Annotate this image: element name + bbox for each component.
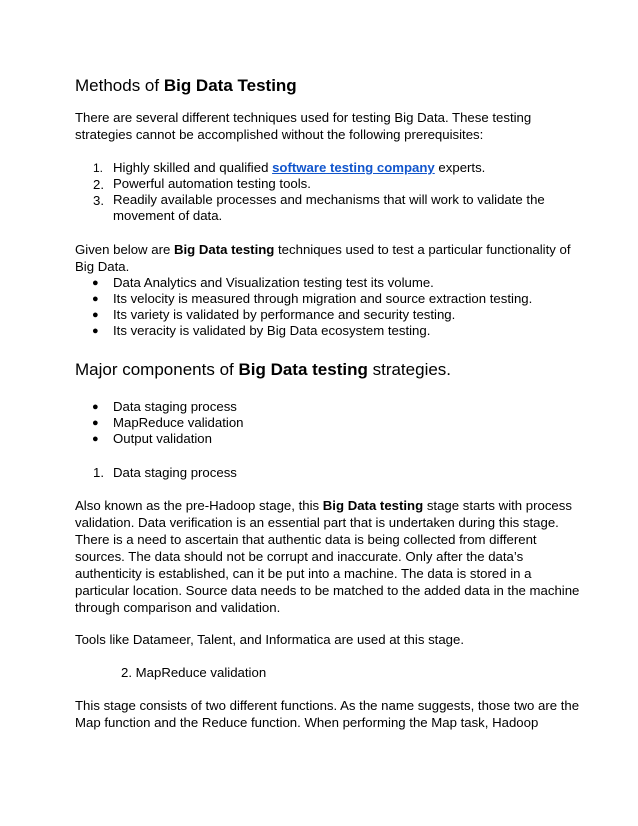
paragraph-line: Also known as the pre-Hadoop stage, this Big Data testing stage starts with process xyxy=(75,498,572,513)
list-item: Powerful automation testing tools. xyxy=(113,176,311,191)
intro-line-2: strategies cannot be accomplished without the following prerequisites: xyxy=(75,127,484,142)
paragraph-line: Map function and the Reduce function. When performing the Map task, Hadoop xyxy=(75,715,539,730)
paragraph-line: sources. The data should not be corrupt and inaccurate. Only after the data’s xyxy=(75,549,524,564)
list-item: Data staging process xyxy=(113,399,237,414)
software-testing-company-link[interactable]: software testing company xyxy=(272,160,435,175)
list-number: 3. xyxy=(93,193,104,208)
section-heading-methods: Methods of Big Data Testing xyxy=(75,76,297,95)
given-below-line-2: Big Data. xyxy=(75,259,130,274)
list-number: 1. xyxy=(93,161,104,175)
paragraph-line: particular location. Source data needs to be matched to the added data in the machine xyxy=(75,583,580,598)
list-item: Its veracity is validated by Big Data ecosystem testing. xyxy=(113,323,431,338)
step-heading-data-staging: Data staging process xyxy=(113,465,237,480)
list-item: Output validation xyxy=(113,431,212,446)
section-heading-major-components: Major components of Big Data testing strategies. xyxy=(75,360,452,379)
paragraph-line: validation. Data verification is an essential part that is undertaken during this stage. xyxy=(75,515,559,530)
paragraph-line: This stage consists of two different functions. As the name suggests, those two are the xyxy=(75,698,580,713)
step-number: 1. xyxy=(93,465,104,480)
list-item-continuation: movement of data. xyxy=(113,208,223,223)
paragraph-line: There is a need to ascertain that authentic data is being collected from different xyxy=(75,532,537,547)
bullet-icon: ● xyxy=(92,309,99,321)
list-item: MapReduce validation xyxy=(113,415,244,430)
list-item: Its variety is validated by performance and security testing. xyxy=(113,307,456,322)
list-number: 2. xyxy=(93,177,104,192)
given-below-line-1: Given below are Big Data testing techniques used to test a particular functionality of xyxy=(75,242,571,257)
step-heading-mapreduce: 2. MapReduce validation xyxy=(121,665,267,680)
intro-line-1: There are several different techniques used for testing Big Data. These testing xyxy=(75,110,532,125)
bullet-icon: ● xyxy=(92,417,99,429)
bullet-icon: ● xyxy=(92,325,99,337)
list-item: Readily available processes and mechanisms that will work to validate the xyxy=(113,192,545,207)
paragraph-line: authenticity is established, can it be put into a machine. The data is stored in a xyxy=(75,566,532,581)
paragraph-line: through comparison and validation. xyxy=(75,600,281,615)
bullet-icon: ● xyxy=(92,293,99,305)
list-item: Highly skilled and qualified software testing company experts. xyxy=(113,160,486,175)
bullet-icon: ● xyxy=(92,401,99,413)
bullet-icon: ● xyxy=(92,277,99,289)
list-item: Its velocity is measured through migration and source extraction testing. xyxy=(113,291,533,306)
list-item: Data Analytics and Visualization testing test its volume. xyxy=(113,275,434,290)
bullet-icon: ● xyxy=(92,433,99,445)
tools-line: Tools like Datameer, Talent, and Informatica are used at this stage. xyxy=(75,632,464,647)
